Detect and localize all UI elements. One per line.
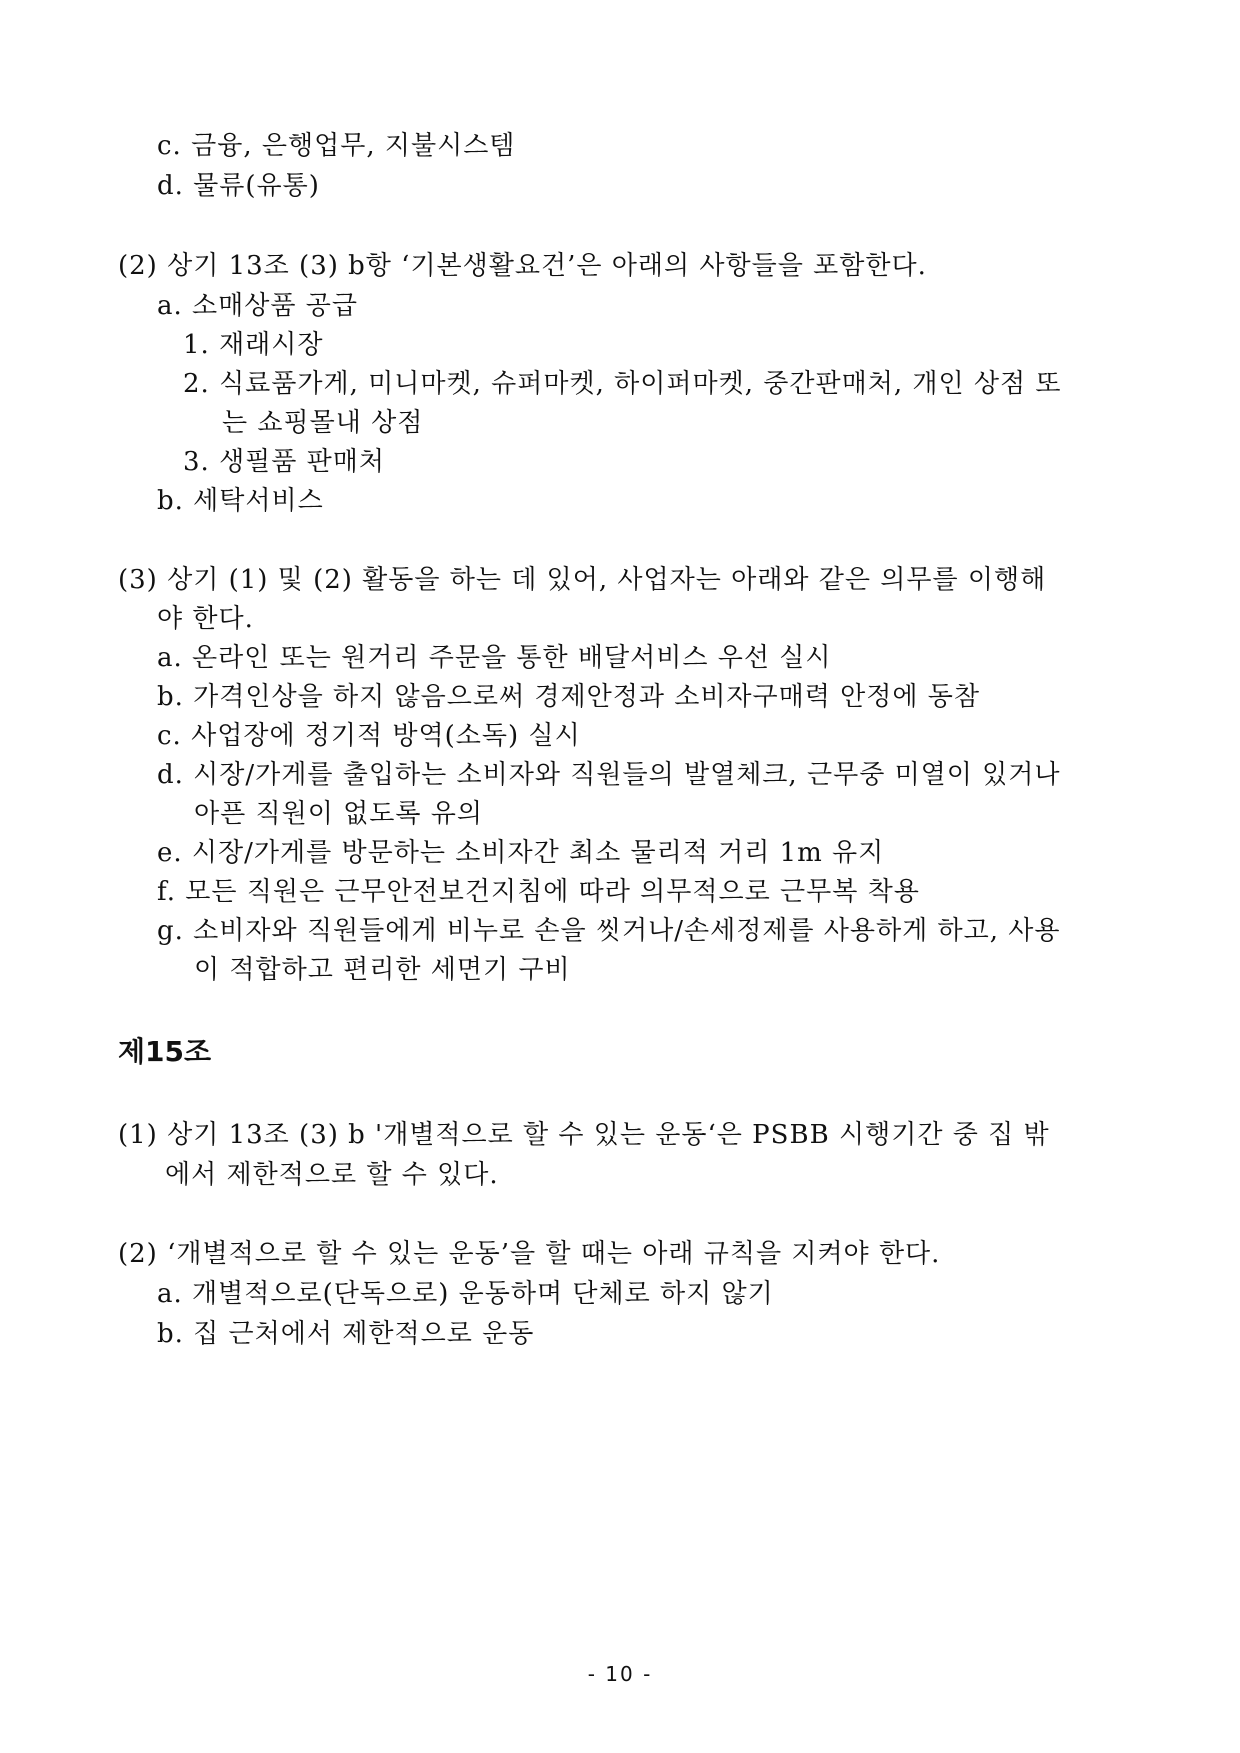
obligation-f: f. 모든 직원은 근무안전보건지침에 따라 의무적으로 근무복 착용: [157, 877, 920, 907]
obligation-g-continued: 이 적합하고 편리한 세면기 구비: [194, 955, 571, 985]
page-number: - 10 -: [587, 1662, 653, 1686]
obligation-d: d. 시장/가게를 출입하는 소비자와 직원들의 발열체크, 근무중 미열이 있거나: [157, 760, 1061, 790]
list-item-d: d. 물류(유통): [157, 171, 320, 201]
article-15-item-b: b. 집 근처에서 제한적으로 운동: [157, 1319, 535, 1349]
paragraph-3-intro: (3) 상기 (1) 및 (2) 활동을 하는 데 있어, 사업자는 아래와 같은 의무를 이행해: [118, 565, 1047, 595]
article-15-item-a: a. 개별적으로(단독으로) 운동하며 단체로 하지 않기: [157, 1279, 774, 1309]
sub-item-1: 1. 재래시장: [183, 330, 324, 360]
article-15-paragraph-1-continued: 에서 제한적으로 할 수 있다.: [165, 1160, 499, 1190]
obligation-a: a. 온라인 또는 원거리 주문을 통한 배달서비스 우선 실시: [157, 643, 832, 673]
article-15-paragraph-2: (2) ‘개별적으로 할 수 있는 운동’을 할 때는 아래 규칙을 지켜야 한다.: [118, 1239, 941, 1269]
sub-item-3: 3. 생필품 판매처: [183, 447, 386, 477]
paragraph-2-intro: (2) 상기 13조 (3) b항 ‘기본생활요건’은 아래의 사항들을 포함한다.: [118, 251, 927, 281]
obligation-c: c. 사업장에 정기적 방역(소독) 실시: [157, 721, 581, 751]
obligation-d-continued: 아픈 직원이 없도록 유의: [194, 799, 483, 829]
list-item-c: c. 금융, 은행업무, 지불시스템: [157, 131, 516, 161]
paragraph-3-intro-continued: 야 한다.: [157, 604, 254, 634]
list-item-b: b. 세탁서비스: [157, 486, 324, 516]
obligation-b: b. 가격인상을 하지 않음으로써 경제안정과 소비자구매력 안정에 동참: [157, 682, 981, 712]
sub-item-2-continued: 는 쇼핑몰내 상점: [222, 408, 424, 438]
obligation-e: e. 시장/가게를 방문하는 소비자간 최소 물리적 거리 1m 유지: [157, 838, 885, 868]
article-15-paragraph-1: (1) 상기 13조 (3) b '개별적으로 할 수 있는 운동‘은 PSBB 시행기간 중 집 밖: [118, 1120, 1050, 1150]
sub-item-2: 2. 식료품가게, 미니마켓, 슈퍼마켓, 하이퍼마켓, 중간판매처, 개인 상점 또: [183, 369, 1062, 399]
obligation-g: g. 소비자와 직원들에게 비누로 손을 씻거나/손세정제를 사용하게 하고, 사용: [157, 916, 1061, 946]
article-15-heading: 제15조: [118, 1035, 212, 1068]
list-item-a: a. 소매상품 공급: [157, 291, 358, 321]
